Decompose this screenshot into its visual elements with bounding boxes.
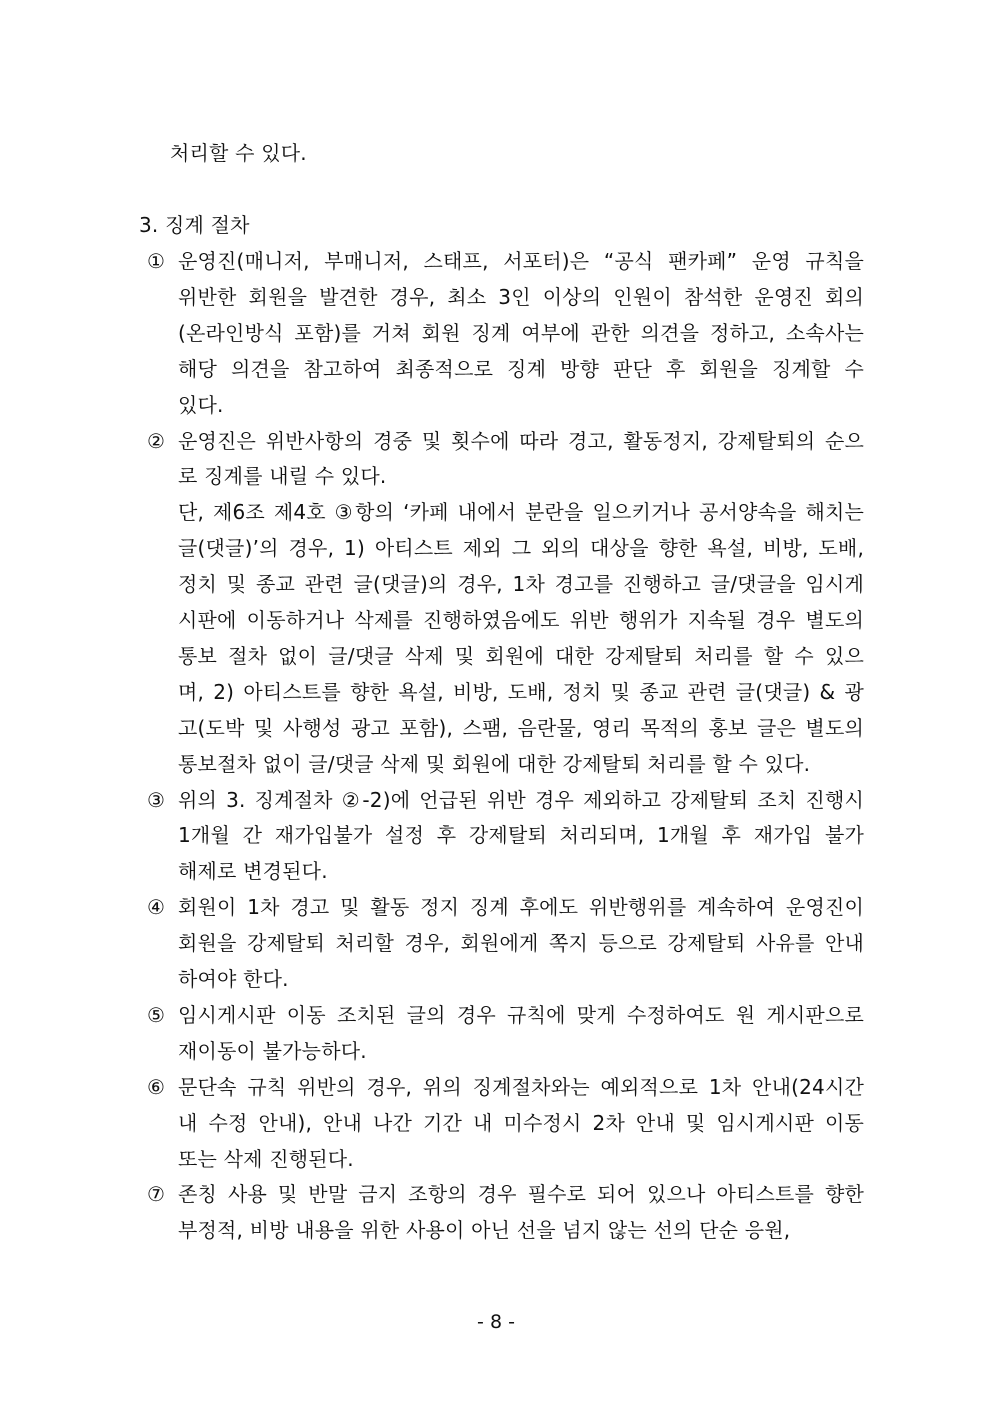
- item-marker: ⑦: [147, 1182, 165, 1207]
- item-text-line: 재이동이 불가능하다.: [178, 1038, 367, 1063]
- item-text-line: 정치 및 종교 관련 글(댓글)의 경우, 1차 경고를 진행하고 글/댓글을 임시게: [178, 572, 864, 597]
- item-text-line: 운영진(매니저, 부매니저, 스태프, 서포터)은 “공식 팬카페” 운영 규칙을: [178, 249, 864, 273]
- item-text-line: 있다.: [178, 392, 224, 417]
- item-text-line: 통보절차 없이 글/댓글 삭제 및 회원에 대한 강제탈퇴 처리를 할 수 있다.: [178, 751, 811, 776]
- item-text-line: 위반한 회원을 발견한 경우, 최소 3인 이상의 인원이 참석한 운영진 회의: [178, 284, 864, 309]
- item-text-line: 회원을 강제탈퇴 처리할 경우, 회원에게 쪽지 등으로 강제탈퇴 사유를 안내: [178, 931, 864, 956]
- item-marker: ③: [147, 787, 165, 812]
- item-text-line: 통보 절차 없이 글/댓글 삭제 및 회원에 대한 강제탈퇴 처리를 할 수 있으: [178, 643, 864, 668]
- section-title: 3. 징계 절차: [139, 213, 250, 237]
- item-text-line: 하여야 한다.: [178, 967, 289, 991]
- item-text-line: 고(도박 및 사행성 광고 포함), 스팸, 음란물, 영리 목적의 홍보 글은 별도의: [178, 715, 864, 740]
- item-text-line: 로 징계를 내릴 수 있다.: [178, 464, 387, 489]
- item-text-line: 해제로 변경된다.: [178, 859, 328, 884]
- item-text-line: 해당 의견을 참고하여 최종적으로 징계 방향 판단 후 회원을 징계할 수: [178, 356, 864, 381]
- item-marker: ⑥: [147, 1074, 165, 1099]
- item-text-line: 글(댓글)’의 경우, 1) 아티스트 제외 그 외의 대상을 향한 욕설, 비방, 도배,: [178, 536, 864, 561]
- item-marker: ⑤: [147, 1002, 165, 1027]
- item-text-line: 내 수정 안내), 안내 나간 기간 내 미수정시 2차 안내 및 임시게시판 이동: [178, 1110, 864, 1135]
- item-text-line: 위의 3. 징계절차 ②-2)에 언급된 위반 경우 제외하고 강제탈퇴 조치 진행시: [178, 787, 864, 812]
- item-text-line: 시판에 이동하거나 삭제를 진행하였음에도 위반 행위가 지속될 경우 별도의: [178, 608, 864, 632]
- item-text-line: 부정적, 비방 내용을 위한 사용이 아닌 선을 넘지 않는 선의 단순 응원,: [178, 1218, 791, 1243]
- item-text-line: 단, 제6조 제4호 ③항의 ‘카페 내에서 분란을 일으키거나 공서양속을 해치는: [178, 500, 864, 525]
- item-text-line: 문단속 규칙 위반의 경우, 위의 징계절차와는 예외적으로 1차 안내(24시간: [178, 1074, 864, 1099]
- item-text-line: 운영진은 위반사항의 경중 및 횟수에 따라 경고, 활동정지, 강제탈퇴의 순으: [178, 428, 864, 453]
- item-marker: ④: [147, 895, 165, 920]
- item-text-line: 며, 2) 아티스트를 향한 욕설, 비방, 도배, 정치 및 종교 관련 글(댓글) & 광: [178, 679, 864, 704]
- item-text-line: 또는 삭제 진행된다.: [178, 1146, 354, 1171]
- item-text-line: 회원이 1차 경고 및 활동 정지 징계 후에도 위반행위를 계속하여 운영진이: [178, 895, 864, 920]
- item-text-line: 임시게시판 이동 조치된 글의 경우 규칙에 맞게 수정하여도 원 게시판으로: [178, 1002, 864, 1027]
- item-text-line: 1개월 간 재가입불가 설정 후 강제탈퇴 처리되며, 1개월 후 재가입 불가: [178, 823, 864, 848]
- page-number: - 8 -: [477, 1311, 515, 1333]
- item-marker: ②: [147, 428, 165, 453]
- item-text-line: (온라인방식 포함)를 거쳐 회원 징계 여부에 관한 의견을 정하고, 소속사는: [178, 320, 864, 345]
- intro-line: 처리할 수 있다.: [170, 141, 307, 165]
- item-marker: ①: [147, 249, 165, 273]
- item-text-line: 존칭 사용 및 반말 금지 조항의 경우 필수로 되어 있으나 아티스트를 향한: [178, 1182, 864, 1207]
